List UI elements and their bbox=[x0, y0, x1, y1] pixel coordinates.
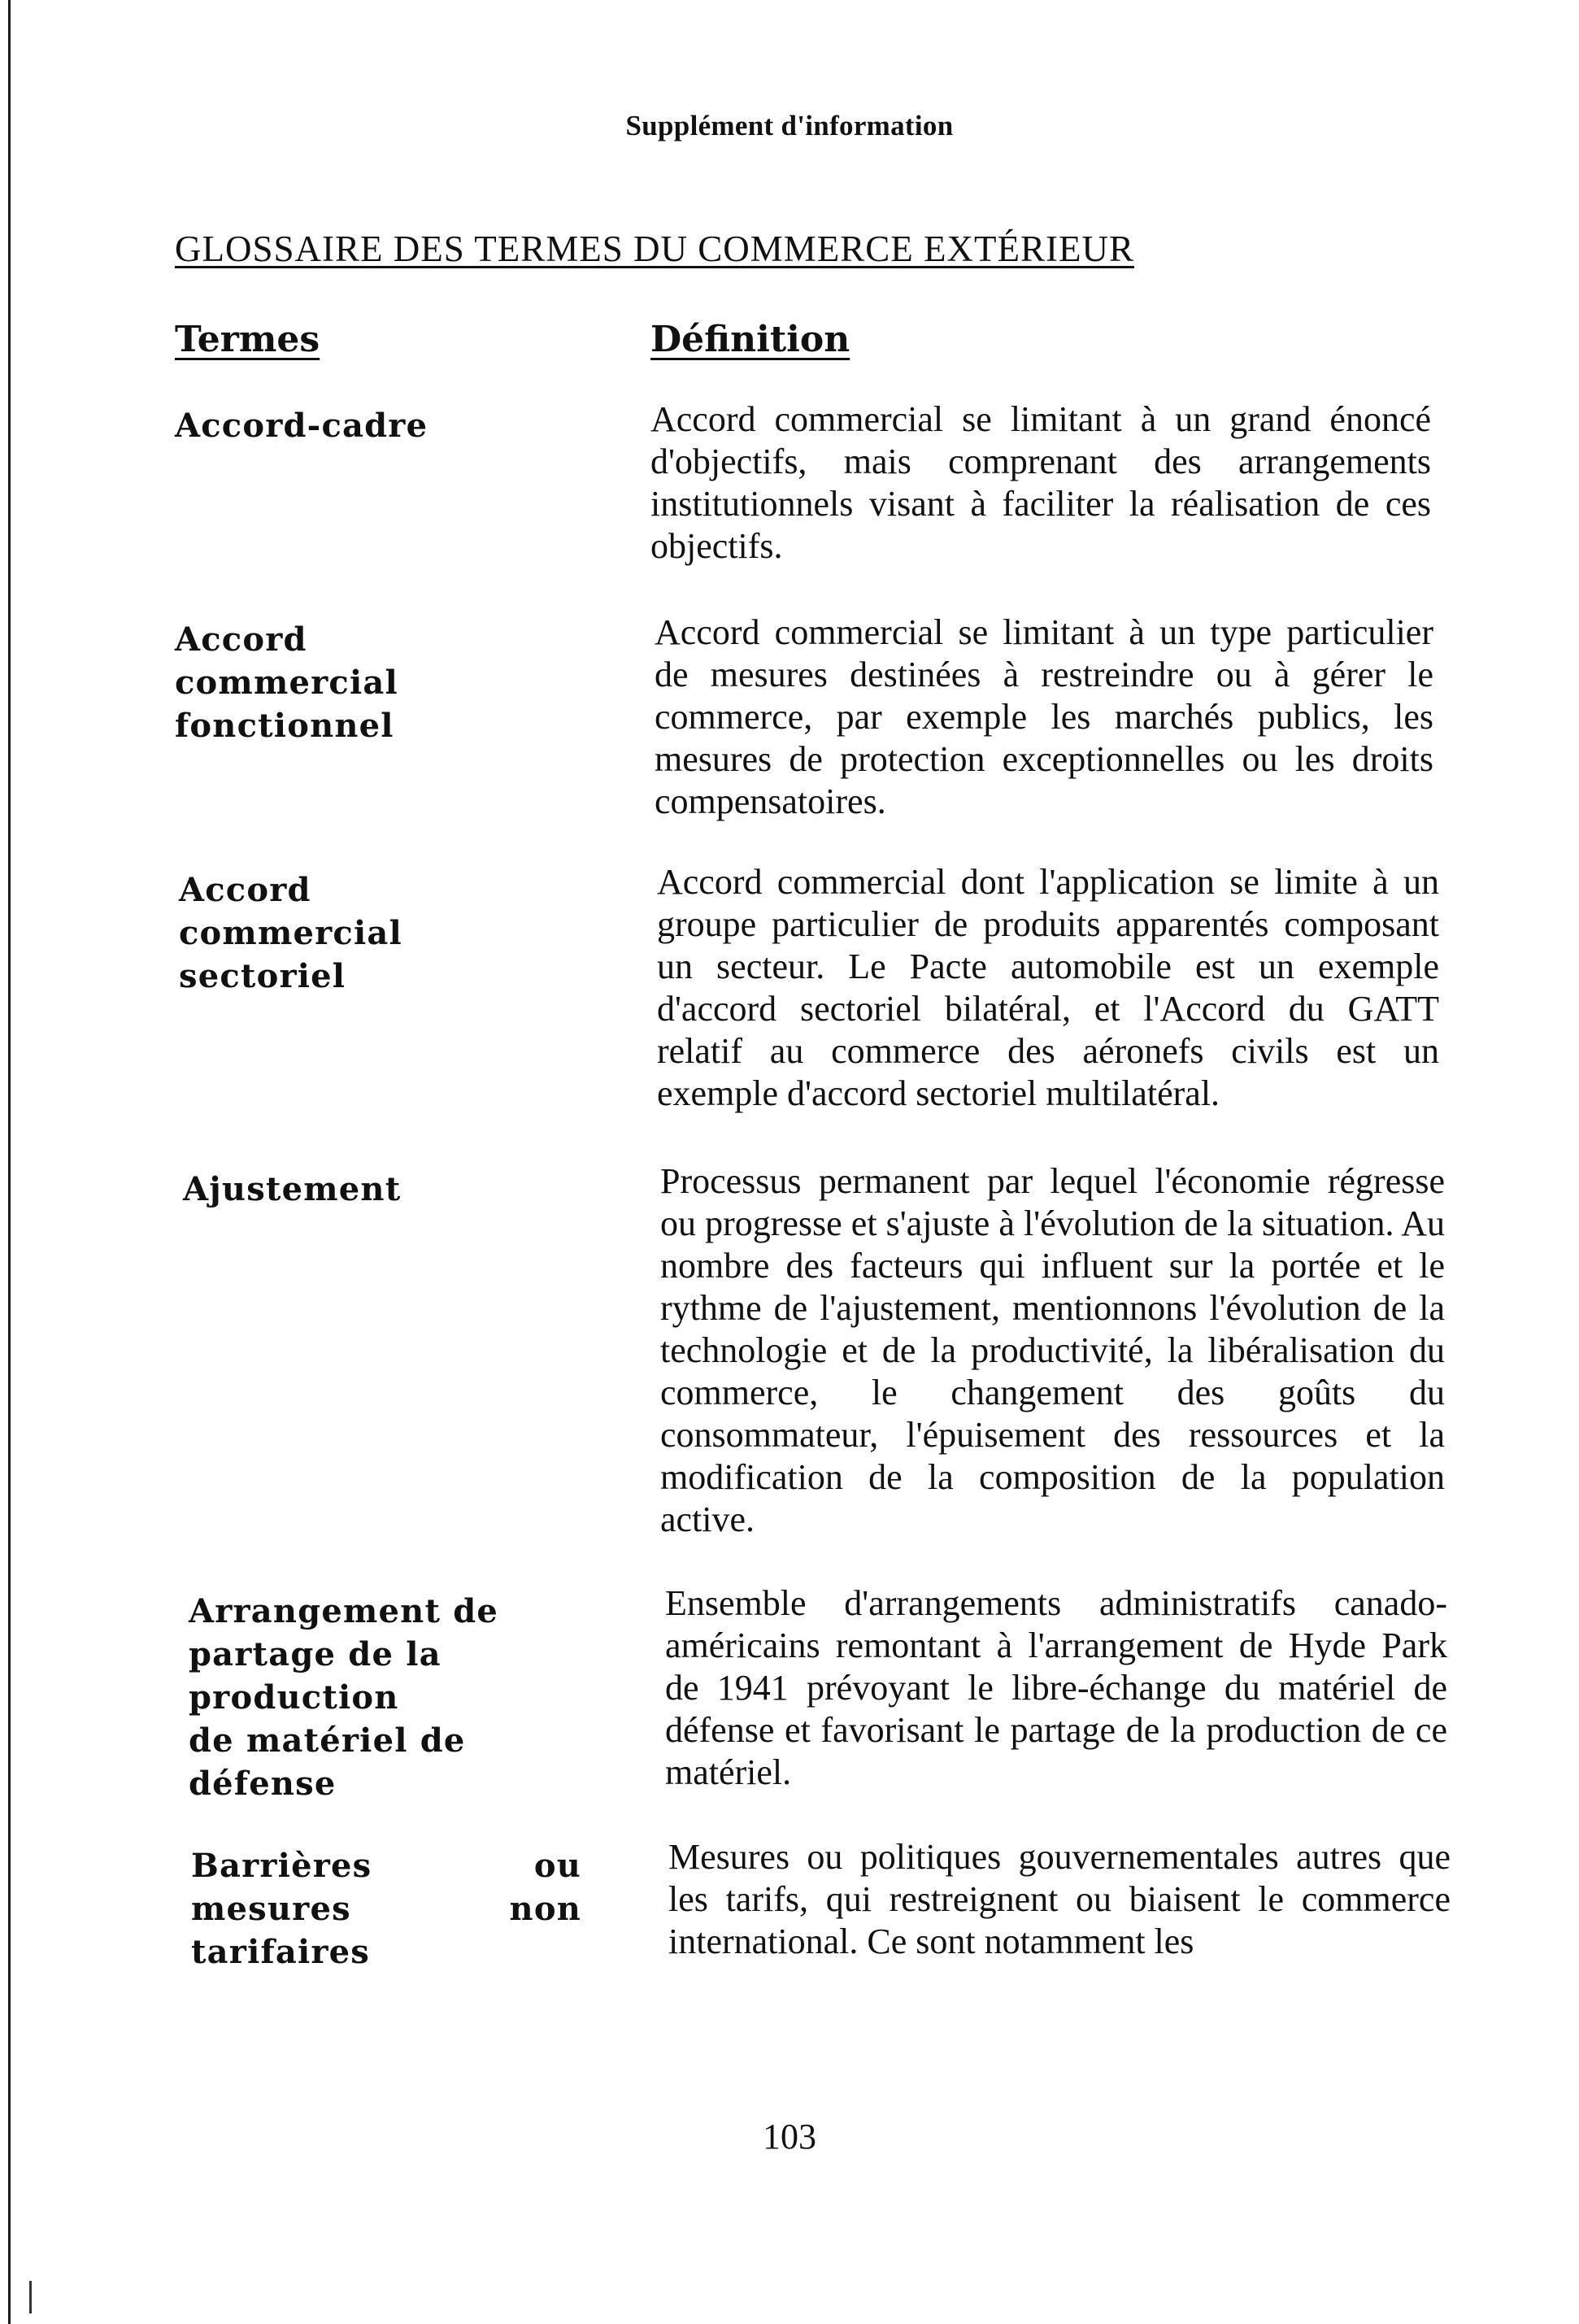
glossary-term: Accord-cadre bbox=[175, 407, 428, 445]
glossary-term: Arrangement de partage de la production de matériel de défense bbox=[189, 1592, 499, 1803]
glossary-term: Accord commercial fonctionnel bbox=[175, 620, 398, 745]
running-head: Supplément d'information bbox=[625, 110, 954, 141]
glossary-definition: Accord commercial dont l'application se limite à un groupe particulier de produits apparentés composant un secteur. Le Pacte automobile est un exemple d'accord sectoriel bilatéral, et l'Accord du GATT relatif au commerce des aéronefs civils est un exemple d'accord sectoriel multilatéral. bbox=[657, 862, 1439, 1113]
glossary-definition: Accord commercial se limitant à un grand énoncé d'objectifs, mais comprenant des arrangements institutionnels visant à faciliter la réalisation de ces objectifs. bbox=[650, 399, 1431, 566]
glossary-term: Barrières ou mesures non tarifaires bbox=[191, 1847, 581, 1971]
glossary-definition: Ensemble d'arrangements administratifs canado-américains remontant à l'arrangement de Hyde Park de 1941 prévoyant le libre-échange du matériel de défense et favorisant le partage de la production de ce matériel. bbox=[665, 1583, 1447, 1792]
definition-column-heading: Définition bbox=[650, 319, 850, 360]
glossary-term: Accord commercial sectoriel bbox=[179, 871, 402, 995]
terms-column-heading: Termes bbox=[175, 319, 320, 360]
glossary-definition: Processus permanent par lequel l'économie régresse ou progresse et s'ajuste à l'évolution de la situation. Au nombre des facteurs qui influent sur la portée et le rythme de l'ajustement, mentionnons l'évolution de la technologie et de la productivité, la libéralisation du commerce, le changement des goûts du consommateur, l'épuisement des ressources et la modification de la composition de la population active. bbox=[660, 1161, 1445, 1539]
page-number: 103 bbox=[763, 2117, 816, 2156]
scan-edge-line bbox=[8, 0, 11, 2324]
glossary-definition: Mesures ou politiques gouvernementales autres que les tarifs, qui restreignent ou biaisent le commerce international. Ce sont notamment les bbox=[668, 1837, 1451, 1961]
glossary-definition: Accord commercial se limitant à un type particulier de mesures destinées à restreindre ou à gérer le commerce, par exemple les marchés publics, les mesures de protection exceptionnelles ou les droits compensatoires. bbox=[655, 612, 1433, 821]
scan-edge-mark bbox=[29, 2281, 32, 2313]
page-title: GLOSSAIRE DES TERMES DU COMMERCE EXTÉRIEUR bbox=[175, 228, 1134, 269]
glossary-term: Ajustement bbox=[183, 1170, 402, 1208]
